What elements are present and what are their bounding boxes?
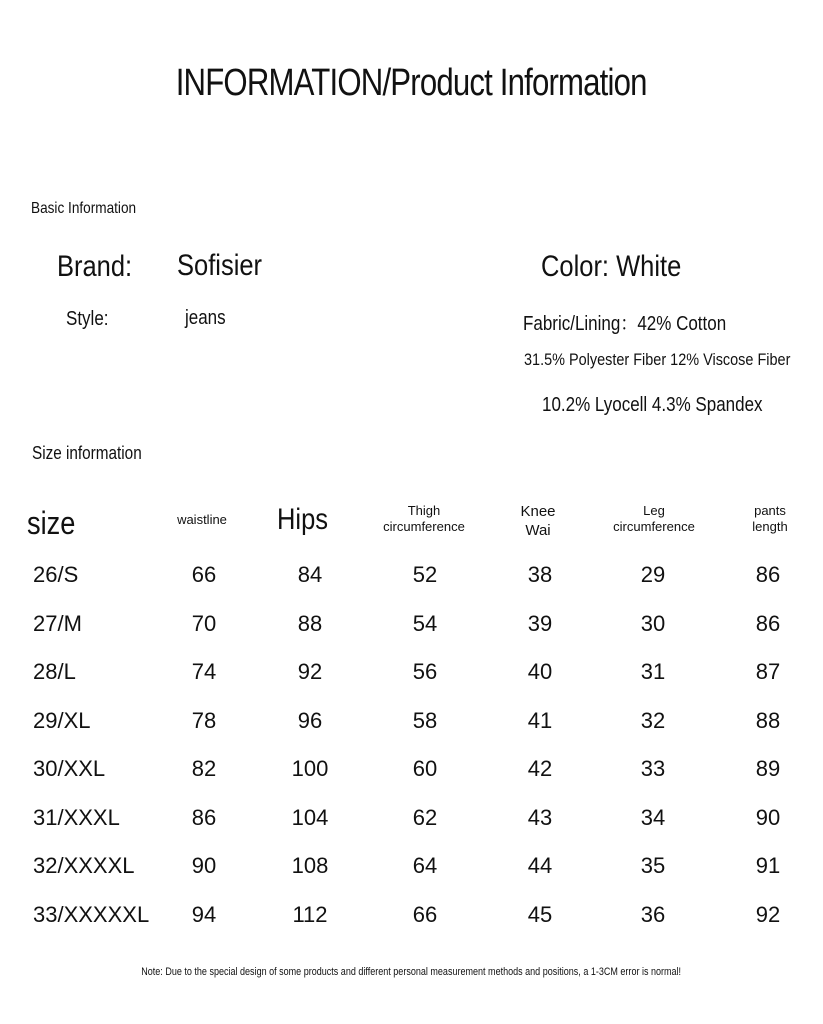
value-cell: 40	[527, 659, 553, 684]
value-cell: 90	[191, 853, 217, 878]
color-label: Color: White	[541, 250, 682, 283]
page-title: INFORMATION/Product Information	[176, 62, 647, 104]
value-cell: 91	[755, 853, 781, 878]
value-cell: 42	[527, 756, 553, 781]
value-cell: 33	[640, 756, 666, 781]
value-cell: 35	[640, 853, 666, 878]
value-cell: 31	[640, 659, 666, 684]
value-cell: 87	[755, 659, 781, 684]
size-cell: 30/XXL	[33, 756, 106, 781]
value-cell: 45	[527, 901, 553, 927]
value-cell: 82	[191, 756, 217, 781]
value-cell: 39	[527, 610, 553, 636]
value-cell: 34	[640, 804, 666, 830]
value-cell: 74	[191, 659, 217, 684]
value-cell: 56	[412, 659, 438, 684]
value-cell: 32	[640, 707, 666, 733]
value-cell: 44	[527, 853, 553, 878]
value-cell: 86	[191, 804, 217, 830]
value-cell: 64	[412, 853, 438, 878]
header-thigh-line2: circumference	[383, 519, 465, 534]
header-thigh	[370, 503, 478, 535]
value-cell: 60	[412, 756, 438, 781]
size-information-heading: Size information	[32, 443, 142, 463]
value-cell: 70	[191, 610, 217, 636]
value-cell: 104	[291, 804, 329, 830]
header-thigh-line1: Thigh	[407, 503, 441, 518]
header-knee	[500, 502, 576, 540]
value-cell: 94	[191, 901, 217, 927]
measurement-note: Note: Due to the special design of some products and different personal measurement methods and positions, a 1-3CM error is normal!	[141, 966, 682, 978]
value-cell: 100	[291, 756, 329, 781]
size-cell: 33/XXXXXL	[33, 901, 150, 927]
value-cell: 66	[191, 562, 217, 587]
value-cell: 36	[640, 901, 666, 927]
size-cell: 31/XXXL	[33, 804, 120, 830]
fabric-line-2: 31.5% Polyester Fiber 12% Viscose Fiber	[524, 350, 791, 369]
value-cell: 38	[527, 562, 553, 587]
header-waistline: waistline	[177, 512, 227, 527]
value-cell: 92	[297, 659, 323, 684]
size-cell: 29/XL	[33, 707, 91, 733]
value-cell: 78	[191, 707, 217, 733]
header-size: size	[27, 505, 76, 541]
header-pants-length	[730, 503, 810, 535]
value-cell: 89	[755, 756, 781, 781]
value-cell: 86	[755, 610, 781, 636]
brand-value: Sofisier	[177, 249, 263, 282]
size-cell: 32/XXXXL	[33, 853, 135, 878]
value-cell: 58	[412, 707, 438, 733]
brand-label: Brand:	[57, 250, 133, 283]
header-pants-line1: pants	[754, 503, 786, 518]
header-pants-line2: length	[752, 519, 788, 534]
header-hips: Hips	[276, 503, 328, 536]
value-cell: 88	[297, 610, 323, 636]
value-cell: 92	[755, 901, 781, 927]
size-cell: 27/M	[33, 610, 82, 636]
value-cell: 88	[755, 707, 781, 733]
header-leg-line2: circumference	[613, 519, 695, 534]
fabric-line-3: 10.2% Lyocell 4.3% Spandex	[542, 394, 763, 416]
header-leg	[600, 503, 708, 535]
value-cell: 84	[297, 562, 323, 587]
value-cell: 52	[412, 562, 438, 587]
value-cell: 62	[412, 804, 438, 830]
header-knee-line2: Wai	[525, 522, 551, 539]
value-cell: 29	[640, 562, 666, 587]
value-cell: 112	[292, 901, 328, 927]
style-label: Style:	[66, 308, 109, 330]
value-cell: 43	[527, 804, 553, 830]
basic-information-heading: Basic Information	[31, 200, 137, 217]
value-cell: 96	[297, 707, 323, 733]
value-cell: 30	[640, 610, 666, 636]
value-cell: 90	[755, 804, 781, 830]
header-leg-line1: Leg	[643, 503, 665, 518]
value-cell: 86	[755, 562, 781, 587]
header-knee-line1: Knee	[520, 503, 556, 520]
size-cell: 26/S	[33, 562, 79, 587]
fabric-line-1: Fabric/Lining：42% Cotton	[523, 313, 727, 335]
value-cell: 54	[412, 610, 438, 636]
style-value: jeans	[185, 307, 226, 329]
size-cell: 28/L	[33, 659, 76, 684]
value-cell: 41	[527, 707, 553, 733]
value-cell: 108	[291, 853, 329, 878]
value-cell: 66	[412, 901, 438, 927]
